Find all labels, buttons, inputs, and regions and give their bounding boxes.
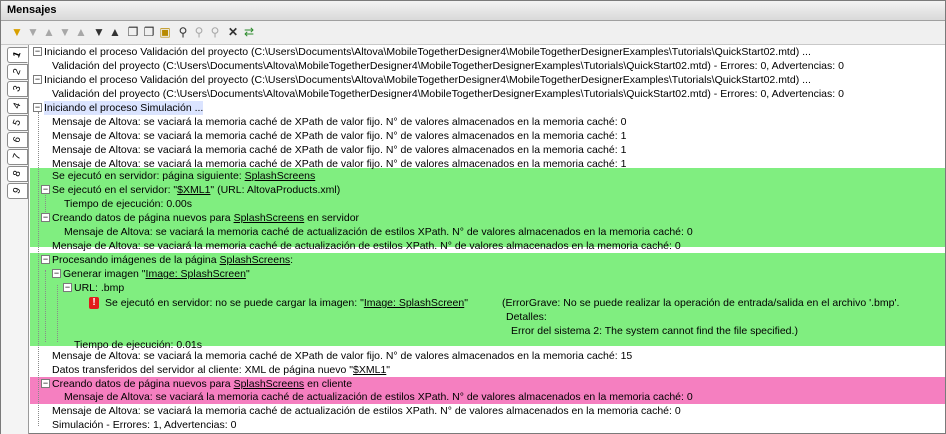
list-item[interactable]: Mensaje de Altova: se vaciará la memoria caché de XPath de valor fijo. N° de valores almacenados en la memoria caché: 1 <box>52 130 627 142</box>
paste-icon[interactable]: ▣ <box>159 25 171 39</box>
previous-warning-icon[interactable]: ▲ <box>109 25 121 39</box>
list-item[interactable]: Mensaje de Altova: se vaciará la memoria caché de actualización de estilos XPath. N° de valores almacenados en la memoria caché: 0 <box>52 405 681 417</box>
list-item[interactable]: Validación del proyecto (C:\Users\Documents\Altova\MobileTogetherDesigner4\MobileTogetherDesignerExamples\Tutorials\QuickStart02.mtd) - Errores: 0, Advertencias: 0 <box>52 60 844 72</box>
list-item[interactable]: Mensaje de Altova: se vaciará la memoria caché de XPath de valor fijo. N° de valores almacenados en la memoria caché: 15 <box>52 350 633 362</box>
list-item[interactable]: − Iniciando el proceso Validación del proyecto (C:\Users\Documents\Altova\MobileTogetherDesigner4\MobileTogetherDesignerExamples\Tutorials\QuickStart02.mtd) ... <box>34 46 811 58</box>
list-item[interactable]: Mensaje de Altova: se vaciará la memoria caché de XPath de valor fijo. N° de valores almacenados en la memoria caché: 1 <box>52 158 627 170</box>
previous-icon[interactable]: ▲ <box>43 25 55 39</box>
list-item[interactable]: Datos transferidos del servidor al cliente: XML de página nuevo "$XML1" <box>52 364 391 376</box>
collapse-icon[interactable]: − <box>42 378 49 388</box>
list-item[interactable]: Mensaje de Altova: se vaciará la memoria caché de XPath de valor fijo. N° de valores almacenados en la memoria caché: 1 <box>52 144 627 156</box>
collapse-icon[interactable]: − <box>34 46 41 56</box>
page-link[interactable]: SplashScreens <box>219 254 291 266</box>
filter-icon[interactable]: ▼ <box>11 25 23 39</box>
list-item[interactable]: − Iniciando el proceso Validación del proyecto (C:\Users\Documents\Altova\MobileTogetherDesigner4\MobileTogetherDesignerExamples\Tutorials\QuickStart02.mtd) ... <box>34 74 811 86</box>
list-item[interactable]: − Procesando imágenes de la página SplashScreens: <box>42 254 294 266</box>
clear-icon[interactable]: ✕ <box>227 25 239 39</box>
tab-2[interactable]: 2 <box>7 64 28 80</box>
collapse-icon[interactable]: − <box>42 184 49 194</box>
list-item[interactable]: Tiempo de ejecución: 0.00s <box>64 198 193 210</box>
list-item[interactable]: − Creando datos de página nuevos para SplashScreens en servidor <box>42 212 360 224</box>
list-item[interactable]: Simulación - Errores: 1, Advertencias: 0 <box>52 419 237 431</box>
list-item[interactable]: Mensaje de Altova: se vaciará la memoria caché de actualización de estilos XPath. N° de valores almacenados en la memoria caché: 0 <box>52 240 681 252</box>
find-previous-icon[interactable]: ⚲ <box>210 25 220 39</box>
list-item[interactable]: Mensaje de Altova: se vaciará la memoria caché de actualización de estilos XPath. N° de valores almacenados en la memoria caché: 0 <box>64 226 693 238</box>
tab-7[interactable]: 7 <box>7 149 28 165</box>
message-tree <box>30 45 945 434</box>
toolbar <box>1 21 945 45</box>
collapse-icon[interactable]: − <box>34 74 41 84</box>
collapse-icon[interactable]: − <box>64 282 71 292</box>
image-link[interactable]: Image: SplashScreen <box>363 297 465 309</box>
window-title: Mensajes <box>1 1 945 21</box>
collapse-icon[interactable]: − <box>34 102 41 112</box>
next-icon[interactable]: ▼ <box>27 25 39 39</box>
error-icon: ! <box>89 297 99 309</box>
tab-3[interactable]: 3 <box>7 81 28 97</box>
list-item[interactable]: − URL: .bmp <box>64 282 125 294</box>
xml-source-link[interactable]: $XML1 <box>177 184 211 196</box>
copy-icon[interactable]: ❐ <box>127 25 139 39</box>
page-link[interactable]: SplashScreens <box>233 378 305 390</box>
image-link[interactable]: Image: SplashScreen <box>145 268 246 280</box>
page-link[interactable]: SplashScreens <box>244 170 316 182</box>
tab-6[interactable]: 6 <box>7 132 28 148</box>
page-link[interactable]: SplashScreens <box>233 212 305 224</box>
list-item[interactable]: − Se ejecutó en el servidor: "$XML1" (URL: AltovaProducts.xml) <box>42 184 341 196</box>
copy-all-icon[interactable]: ❐ <box>143 25 155 39</box>
list-item[interactable]: Mensaje de Altova: se vaciará la memoria caché de XPath de valor fijo. N° de valores almacenados en la memoria caché: 0 <box>52 116 627 128</box>
tab-1[interactable]: 1 <box>7 47 28 63</box>
list-item[interactable]: Validación del proyecto (C:\Users\Documents\Altova\MobileTogetherDesigner4\MobileTogetherDesignerExamples\Tutorials\QuickStart02.mtd) - Errores: 0, Advertencias: 0 <box>52 88 844 100</box>
list-item[interactable]: Mensaje de Altova: se vaciará la memoria caché de actualización de estilos XPath. N° de valores almacenados en la memoria caché: 0 <box>64 391 693 403</box>
list-item[interactable]: Error del sistema 2: The system cannot find the file specified.) <box>511 325 798 337</box>
list-item[interactable]: − Generar imagen "Image: SplashScreen" <box>53 268 250 280</box>
collapse-icon[interactable]: − <box>42 254 49 264</box>
collapse-icon[interactable]: − <box>53 268 60 278</box>
expand-collapse-icon[interactable]: ⇄ <box>243 25 255 39</box>
tab-5[interactable]: 5 <box>7 115 28 131</box>
next-error-icon[interactable]: ▼ <box>59 25 71 39</box>
tab-9[interactable]: 9 <box>7 183 28 199</box>
previous-error-icon[interactable]: ▲ <box>75 25 87 39</box>
tab-8[interactable]: 8 <box>7 166 28 182</box>
collapse-icon[interactable]: − <box>42 212 49 222</box>
list-item[interactable]: ! Se ejecutó en servidor: no se puede cargar la imagen: "Image: SplashScreen" (ErrorGrave: No se puede realizar la operación de entrada/salida en el archivo '.bmp'. <box>30 296 945 310</box>
find-icon[interactable]: ⚲ <box>178 25 188 39</box>
next-warning-icon[interactable]: ▼ <box>93 25 105 39</box>
xml-source-link[interactable]: $XML1 <box>353 364 387 376</box>
find-next-icon[interactable]: ⚲ <box>194 25 204 39</box>
list-item[interactable]: Tiempo de ejecución: 0.01s <box>74 339 203 351</box>
message-tabs <box>1 45 29 434</box>
list-item[interactable]: Detalles: <box>506 311 547 323</box>
tab-4[interactable]: 4 <box>7 98 28 114</box>
list-item-selected[interactable]: − Iniciando el proceso Simulación ... <box>34 102 204 114</box>
list-item[interactable]: − Creando datos de página nuevos para SplashScreens en cliente <box>42 378 353 390</box>
list-item[interactable]: Se ejecutó en servidor: página siguiente: SplashScreens <box>52 170 316 182</box>
